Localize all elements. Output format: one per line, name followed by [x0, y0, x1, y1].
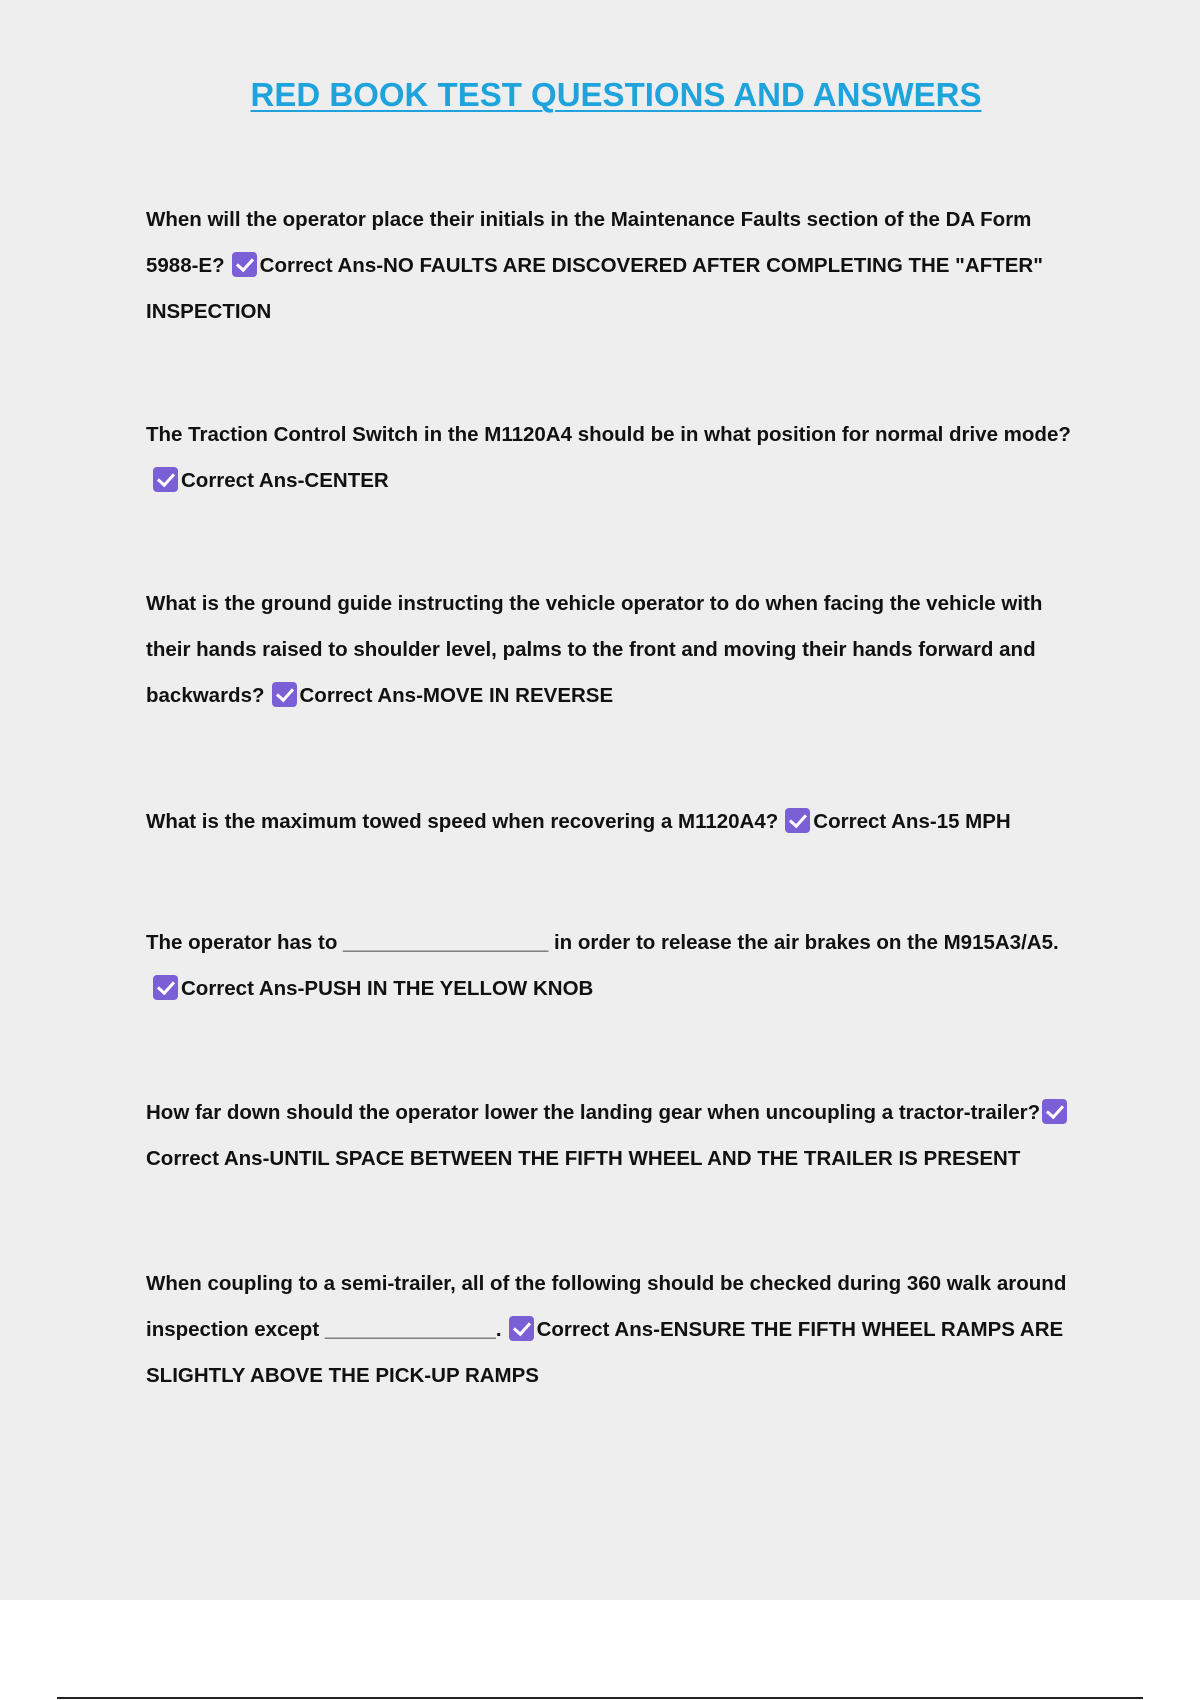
qa-item — [146, 412, 1086, 504]
answer-prefix: Correct Ans- — [181, 469, 305, 492]
answer-text: NO FAULTS ARE DISCOVERED AFTER COMPLETING THE "AFTER" INSPECTION — [146, 254, 1043, 323]
question-text: What is the maximum towed speed when recovering a M1120A4? — [146, 810, 779, 833]
answer-text: ENSURE THE FIFTH WHEEL RAMPS ARE SLIGHTLY ABOVE THE PICK-UP RAMPS — [146, 1318, 1064, 1387]
answer-prefix: Correct Ans- — [181, 977, 305, 1000]
question-text: When will the operator place their initials in the Maintenance Faults section of the DA Form 5988-E? — [146, 208, 1032, 277]
check-box-icon — [153, 467, 178, 492]
qa-item — [146, 1261, 1086, 1399]
answer-text: PUSH IN THE YELLOW KNOB — [304, 977, 594, 1000]
answer-prefix: Correct Ans- — [813, 810, 937, 833]
qa-item — [146, 1090, 1086, 1182]
answer-prefix: Correct Ans- — [299, 684, 423, 707]
question-text: When coupling to a semi-trailer, all of the following should be checked during 360 walk around inspection except _______________. — [146, 1272, 1067, 1341]
page-title: RED BOOK TEST QUESTIONS AND ANSWERS — [250, 76, 982, 113]
answer-prefix: Correct Ans- — [259, 254, 384, 277]
answer-prefix: Correct Ans- — [536, 1318, 660, 1341]
check-box-icon — [785, 808, 810, 833]
question-text: What is the ground guide instructing the vehicle operator to do when facing the vehicle with their hands raised to shoulder level, palms to the front and moving their hands forward and backwards? — [146, 592, 1043, 707]
check-box-icon — [153, 975, 178, 1000]
check-box-icon — [1042, 1099, 1067, 1124]
question-text: How far down should the operator lower the landing gear when uncoupling a tractor-trailer? — [146, 1101, 1041, 1124]
qa-item — [146, 920, 1086, 1012]
question-text: The operator has to __________________ in order to release the air brakes on the M915A3/A5. — [146, 931, 1059, 954]
answer-text: UNTIL SPACE BETWEEN THE FIFTH WHEEL AND THE TRAILER IS PRESENT — [269, 1147, 1021, 1170]
answer-text: CENTER — [304, 469, 389, 492]
check-box-icon — [232, 252, 257, 277]
footer-divider — [57, 1697, 1143, 1699]
qa-item — [146, 581, 1086, 719]
check-box-icon — [509, 1316, 534, 1341]
answer-prefix: Correct Ans- — [146, 1147, 270, 1170]
qa-item — [146, 799, 1086, 845]
answer-text: MOVE IN REVERSE — [422, 684, 614, 707]
answer-text: 15 MPH — [936, 810, 1011, 833]
question-text: The Traction Control Switch in the M1120A4 should be in what position for normal drive mode? — [146, 423, 1071, 446]
qa-item — [146, 197, 1086, 335]
check-box-icon — [272, 682, 297, 707]
